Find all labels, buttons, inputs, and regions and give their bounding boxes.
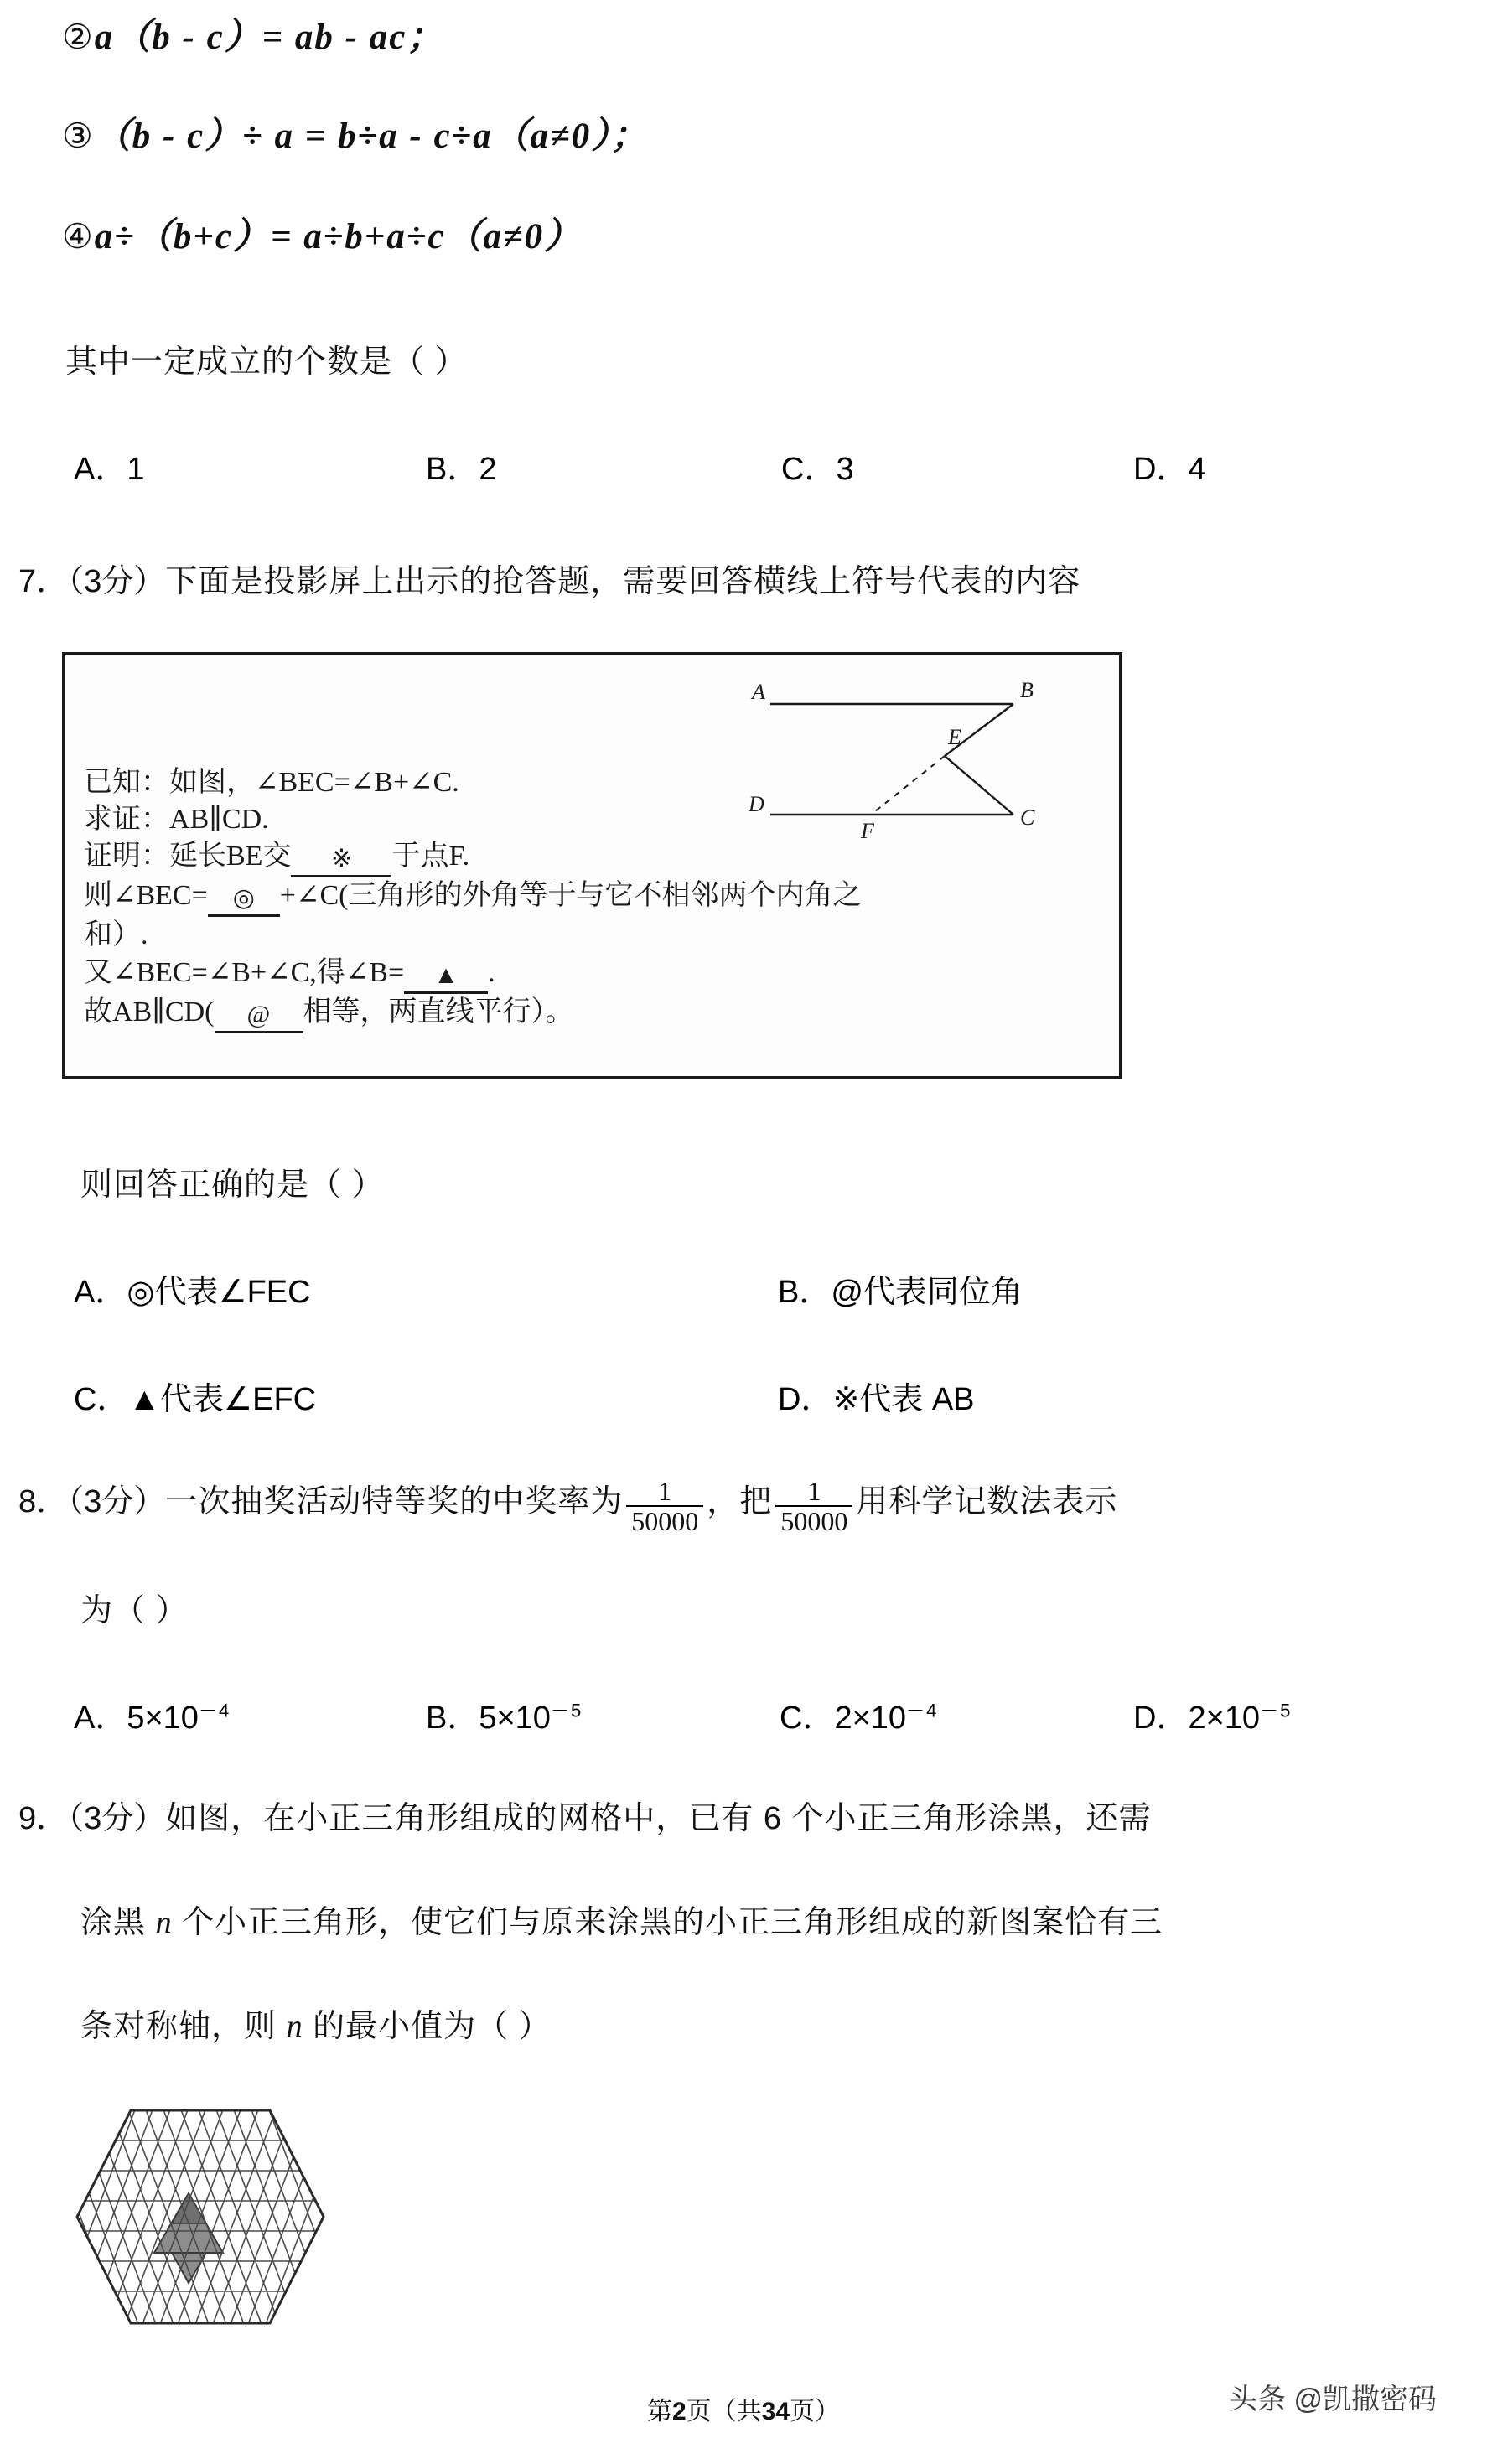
proof-line-3-suffix: . [488, 956, 495, 988]
q7-stem-text: 下面是投影屏上出示的抢答题，需要回答横线上符号代表的内容 [165, 564, 1081, 599]
q7-option-c[interactable]: C．▲代表∠EFC [74, 1382, 317, 1417]
q7-projection-screen-box [62, 652, 1122, 1079]
q6-item-4 [62, 208, 582, 259]
watermark [1229, 2376, 1437, 2417]
q8-option-c-label: C．2×10 [780, 1700, 907, 1736]
proof-line-4-suffix: 相等，两直线平行）。 [303, 996, 574, 1028]
q8-stem-part4: 为（ ） [80, 1593, 189, 1628]
q7-option-b[interactable]: B．@代表同位角 [778, 1275, 1023, 1310]
proof-line-4-prefix: 故AB∥CD( [84, 996, 215, 1028]
proof-blank-asterisk: ※ [291, 842, 391, 877]
proof-line-given: 已知：如图，∠BEC=∠B+∠C. [84, 767, 459, 798]
q8-stem-part2: ，把 [707, 1484, 773, 1519]
q9-line-3-a: 条对称轴，则 [80, 2009, 287, 2044]
proof-line-2 [84, 877, 861, 917]
q6-item-3-marker: ③ [62, 116, 95, 155]
q9-triangular-grid-figure [62, 2095, 339, 2338]
q8-option-b[interactable] [426, 1691, 583, 1737]
q6-item-2-marker: ② [62, 18, 95, 56]
q7-stem-row [18, 555, 1080, 601]
proof-line-2-prefix: 则∠BEC= [84, 880, 208, 912]
footer-total-pages: 34 [761, 2398, 790, 2425]
q7-option-d[interactable] [778, 1373, 975, 1419]
q8-option-a-exponent: －4 [198, 1700, 231, 1721]
q8-fraction-1-numerator: 1 [658, 1475, 672, 1506]
q9-line-2-a: 涂黑 [80, 1905, 156, 1940]
q6-item-4-expr: a÷（b+c）= a÷b+a÷c（a≠0） [94, 217, 583, 256]
q6-option-c[interactable]: C．3 [781, 452, 854, 487]
footer-middle: 页（共 [686, 2398, 762, 2425]
footer-suffix: 页） [790, 2398, 841, 2425]
proof-blank-at: @ [215, 998, 303, 1033]
q8-option-d-exponent: －5 [1260, 1700, 1293, 1721]
q8-fraction-1-denominator: 50000 [626, 1505, 703, 1536]
watermark-text: 头条 @凯撒密码 [1229, 2384, 1437, 2415]
q6-option-d[interactable]: D．4 [1133, 452, 1206, 487]
q7-option-a[interactable]: A．◎代表∠FEC [74, 1275, 311, 1310]
q9-number: 9． [18, 1801, 69, 1836]
q8-option-c-exponent: －4 [906, 1700, 939, 1721]
q6-item-2-expr: a（b - c）= ab - ac； [94, 18, 445, 57]
proof-line-2b: 和）. [84, 919, 148, 951]
q9-line-2-b: 个小正三角形，使它们与原来涂黑的小正三角形组成的新图案恰有三 [172, 1905, 1163, 1940]
q6-option-b[interactable]: B．2 [426, 452, 497, 487]
footer-page-number: 2 [671, 2398, 687, 2425]
q6-prompt: 其中一定成立的个数是（ ） [65, 344, 468, 380]
svg-text:B: B [1020, 678, 1034, 702]
q9-line-1: 如图，在小正三角形组成的网格中，已有 6 个小正三角形涂黑，还需 [165, 1801, 1152, 1836]
q7-number: 7． [18, 564, 69, 599]
q7-proof-text [84, 764, 861, 1033]
q8-stem-part3: 用科学记数法表示 [856, 1484, 1118, 1519]
q8-number: 8． [18, 1484, 69, 1519]
q8-option-a-label: A．5×10 [74, 1700, 199, 1736]
q6-item-3 [62, 107, 649, 158]
q6-item-4-marker: ④ [62, 217, 95, 256]
q9-variable-n-1: n [155, 1905, 173, 1940]
triangular-grid-svg [62, 2095, 339, 2338]
q8-option-c[interactable] [780, 1691, 938, 1737]
q7-score: （3分） [68, 564, 166, 599]
q8-fraction-2-numerator: 1 [807, 1475, 821, 1506]
q6-option-a[interactable]: A．1 [74, 452, 145, 487]
q8-option-b-exponent: －5 [550, 1700, 583, 1721]
q8-stem-row [18, 1475, 1117, 1538]
svg-text:C: C [1020, 805, 1035, 830]
q6-item-2 [62, 8, 444, 60]
proof-line-toprove: 求证：AB∥CD. [84, 804, 269, 836]
svg-text:A: A [752, 680, 765, 704]
svg-text:E: E [948, 725, 961, 749]
q9-variable-n-2: n [286, 2009, 303, 2044]
q8-fraction-2-denominator: 50000 [775, 1505, 852, 1536]
q9-stem-row-3 [80, 2000, 552, 2046]
q9-line-3-b: 的最小值为（ ） [303, 2009, 552, 2044]
q8-option-a[interactable] [74, 1691, 231, 1737]
q8-fraction-2 [775, 1475, 852, 1537]
proof-line-4 [84, 994, 861, 1033]
q6-item-3-expr: （b - c）÷ a = b÷a - c÷a（a≠0）； [94, 116, 649, 156]
svg-text:D: D [749, 792, 764, 816]
q8-score: （3分） [68, 1484, 166, 1519]
proof-line-2-suffix: +∠C(三角形的外角等于与它不相邻两个内角之 [279, 880, 862, 912]
proof-line-3-prefix: 又∠BEC=∠B+∠C,得∠B= [84, 956, 405, 988]
q8-stem-part1: 一次抽奖活动特等奖的中奖率为 [165, 1484, 624, 1519]
proof-line-1-prefix: 证明：延长BE交 [84, 841, 292, 872]
proof-blank-circle: ◎ [208, 882, 280, 917]
q8-option-b-label: B．5×10 [426, 1700, 551, 1736]
q8-fraction-1 [626, 1475, 703, 1537]
q7-option-d-label: D．※代表 AB [778, 1382, 975, 1417]
q9-stem-row-2 [80, 1896, 1163, 1942]
q7-prompt: 则回答正确的是（ ） [80, 1167, 385, 1203]
svg-text:F: F [861, 819, 874, 843]
q8-option-d[interactable] [1133, 1691, 1292, 1737]
q8-option-d-label: D．2×10 [1133, 1700, 1261, 1736]
proof-blank-triangle: ▲ [404, 959, 488, 994]
proof-line-1 [84, 838, 861, 877]
footer-prefix: 第 [646, 2398, 672, 2425]
proof-line-1-suffix: 于点F. [391, 841, 470, 872]
q9-score: （3分） [68, 1801, 166, 1836]
proof-line-3 [84, 955, 861, 994]
q9-stem-row-1 [18, 1792, 1152, 1838]
